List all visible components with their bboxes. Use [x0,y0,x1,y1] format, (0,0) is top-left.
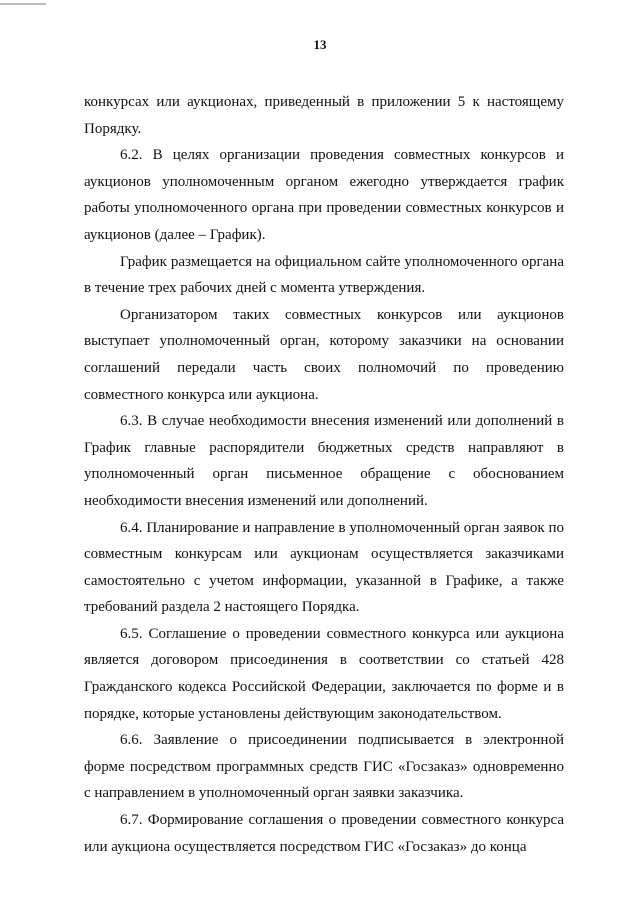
scan-edge-mark [0,3,46,5]
paragraph-schedule-publication: График размещается на официальном сайте уполномоченного органа в течение трех рабочих дней с момента утверждения. [84,253,564,297]
paragraph-6-6: 6.6. Заявление о присоединении подписывается в электронной форме посредством программных средств ГИС «Госзаказ» одновременно с направлением в уполномоченный орган заявки заказчика. [84,732,564,802]
paragraph-6-2: 6.2. В целях организации проведения совместных конкурсов и аукционов уполномоченным органом ежегодно утверждается график работы уполномоченного органа при проведении совместных конкурсов и аукционов (далее – График). [84,147,564,243]
paragraph-6-3: 6.3. В случае необходимости внесения изменений или дополнений в График главные распорядители бюджетных средств направляют в уполномоченный орган письменное обращение с обоснованием необходимости внесения изменений или дополнений. [84,413,564,509]
page-number: 13 [313,37,327,52]
paragraph-organizer: Организатором таких совместных конкурсов или аукционов выступает уполномоченный орган, которому заказчики на основании соглашений передали часть своих полномочий по проведению совместного конкурса или аукциона. [84,306,564,403]
paragraph-6-4: 6.4. Планирование и направление в уполномоченный орган заявок по совместным конкурсам или аукционам осуществляется заказчиками самостоятельно с учетом информации, указанной в Графике, а также требований раздела 2 настоящего Порядка. [84,519,564,616]
paragraph-continuation: конкурсах или аукционах, приведенный в приложении 5 к настоящему Порядку. [84,94,564,137]
document-body [84,89,564,860]
paragraph-6-7: 6.7. Формирование соглашения о проведении совместного конкурса или аукциона осуществляется посредством ГИС «Госзаказ» до конца [84,812,564,855]
paragraph-6-5: 6.5. Соглашение о проведении совместного конкурса или аукциона является договором присоединения в соответствии со статьей 428 Гражданского кодекса Российской Федерации, заключается по форме и в порядке, которые установлены действующим законодательством. [84,625,564,722]
